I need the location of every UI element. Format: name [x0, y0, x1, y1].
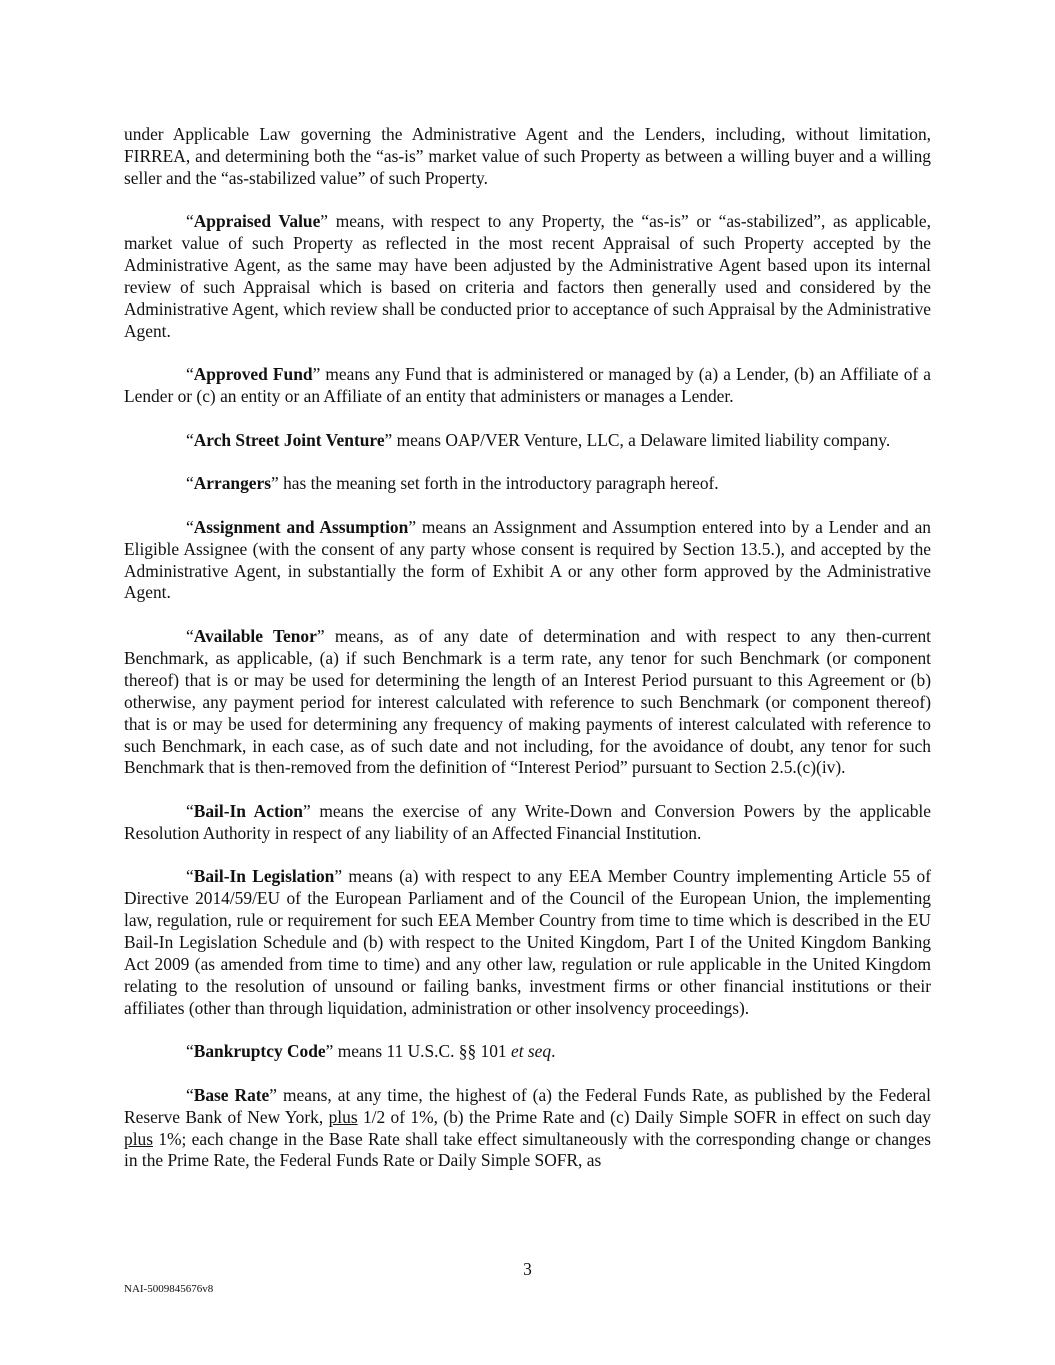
definition-text: ” means OAP/VER Venture, LLC, a Delaware limited liability company. [384, 429, 891, 450]
defined-term: Arch Street Joint Venture [193, 429, 385, 450]
definition-base-rate [124, 1085, 931, 1173]
defined-term: Approved Fund [193, 364, 313, 385]
defined-term: Available Tenor [193, 625, 317, 646]
defined-term: Bail-In Action [193, 800, 303, 821]
open-quote: “ [186, 1084, 194, 1105]
definition-italic: et seq [510, 1041, 552, 1062]
open-quote: “ [186, 516, 194, 537]
document-body [124, 124, 931, 1194]
definition-text: ” has the meaning set forth in the introductory paragraph hereof. [271, 473, 719, 494]
definition-bail-in-action [124, 801, 931, 845]
definition-bankruptcy-code [124, 1041, 931, 1063]
underlined-plus: plus [124, 1128, 153, 1149]
definition-approved-fund [124, 364, 931, 408]
definition-arrangers [124, 473, 931, 495]
defined-term: Bail-In Legislation [193, 866, 335, 887]
definition-text: ” means, as of any date of determination and with respect to any then-current Benchmark, as applicable, (a) if such Benchmark is a term rate, any tenor for such Benchmark (or component thereof) that is or may be used for determining the length of an Interest Period pursuant to this Agreement or (b) otherwise, any payment period for interest calculated with reference to such Benchmark (or component thereof) that is or may be used for determining any frequency of making payments of interest calculated with reference to such Benchmark, in each case, as of such date and not including, for the avoidance of doubt, any tenor for such Benchmark that is then-removed from the definition of “Interest Period” pursuant to Section 2.5.(c)(iv). [124, 625, 931, 778]
defined-term: Appraised Value [193, 211, 321, 232]
definition-text: ” means, at any time, the highest of (a) the Federal Funds Rate, as published by the Federal Reserve Bank of New York, [124, 1084, 931, 1127]
definition-text: 1/2 of 1%, (b) the Prime Rate and (c) Daily Simple SOFR in effect on such day [357, 1106, 931, 1127]
underlined-plus: plus [328, 1106, 358, 1127]
continuation-paragraph: under Applicable Law governing the Administrative Agent and the Lenders, including, without limitation, FIRREA, and determining both the “as-is” market value of such Property as between a willing buyer and a willing seller and the “as-stabilized value” of such Property. [124, 124, 931, 188]
definition-appraised-value [124, 211, 931, 342]
definition-end: . [551, 1041, 556, 1062]
definition-text: ” means the exercise of any Write-Down and Conversion Powers by the applicable Resolution Authority in respect of any liability of an Affected Financial Institution. [124, 800, 931, 843]
definition-text: ” means (a) with respect to any EEA Member Country implementing Article 55 of Directive 2014/59/EU of the European Parliament and of the Council of the European Union, the implementing law, regulation, rule or requirement for such EEA Member Country from time to time which is described in the EU Bail-In Legislation Schedule and (b) with respect to the United Kingdom, Part I of the United Kingdom Banking Act 2009 (as amended from time to time) and any other law, regulation or rule applicable in the United Kingdom relating to the resolution of unsound or failing banks, investment firms or other financial institutions or their affiliates (other than through liquidation, administration or other insolvency proceedings). [124, 866, 932, 1018]
defined-term: Bankruptcy Code [193, 1041, 326, 1062]
definition-text: ” means an Assignment and Assumption entered into by a Lender and an Eligible Assignee (with the consent of any party whose consent is required by Section 13.5.), and accepted by the Administrative Agent, in substantially the form of Exhibit A or any other form approved by the Administrative Agent. [124, 516, 931, 603]
definition-text: ” means, with respect to any Property, the “as-is” or “as-stabilized”, as applicable, market value of such Property as reflected in the most recent Appraisal of such Property accepted by the Administrative Agent, as the same may have been adjusted by the Administrative Agent based upon its internal review of such Appraisal which is based on criteria and factors then generally used and considered by the Administrative Agent, which review shall be conducted prior to acceptance of such Appraisal by the Administrative Agent. [124, 211, 931, 341]
open-quote: “ [186, 364, 194, 385]
definition-text: ” means 11 U.S.C. §§ 101 [325, 1041, 511, 1062]
defined-term: Arrangers [193, 473, 271, 494]
page-number: 3 [523, 1259, 532, 1279]
definition-bail-in-legislation [124, 866, 931, 1019]
open-quote: “ [186, 866, 194, 887]
defined-term: Assignment and Assumption [193, 516, 409, 537]
definition-text: ” means any Fund that is administered or managed by (a) a Lender, (b) an Affiliate of a Lender or (c) an entity or an Affiliate of an entity that administers or manages a Lender. [124, 364, 932, 407]
open-quote: “ [186, 625, 194, 646]
open-quote: “ [186, 473, 194, 494]
definition-assignment-and-assumption [124, 517, 931, 605]
open-quote: “ [186, 800, 194, 821]
definition-arch-street-joint-venture [124, 430, 931, 452]
definition-available-tenor [124, 626, 931, 779]
open-quote: “ [186, 211, 194, 232]
open-quote: “ [186, 429, 194, 450]
document-id: NAI-5009845676v8 [124, 1283, 214, 1295]
defined-term: Base Rate [193, 1084, 270, 1105]
open-quote: “ [186, 1041, 194, 1062]
definition-text: 1%; each change in the Base Rate shall take effect simultaneously with the corresponding change or changes in the Prime Rate, the Federal Funds Rate or Daily Simple SOFR, as [124, 1128, 931, 1171]
